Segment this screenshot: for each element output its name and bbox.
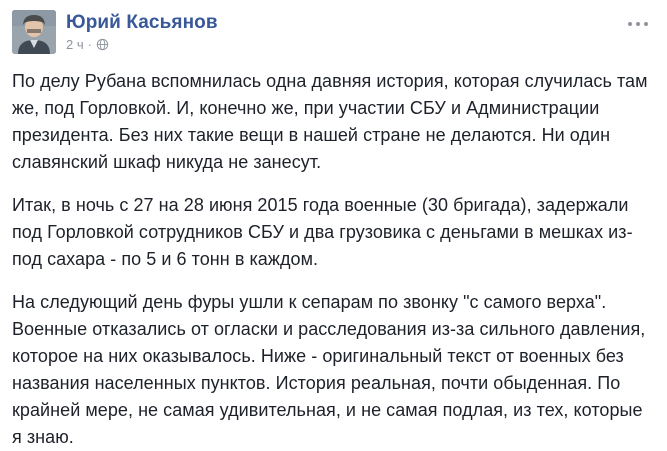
- post-paragraph: Итак, в ночь с 27 на 28 июня 2015 года военные (30 бригада), задержали под Горловкой сотрудников СБУ и два грузовика с деньгами в мешках из-под сахара - по 5 и 6 тонн в каждом.: [12, 195, 633, 269]
- avatar-image: [12, 10, 56, 54]
- menu-dot: [644, 22, 648, 26]
- more-options-icon[interactable]: [623, 14, 653, 34]
- post-body: [12, 68, 655, 451]
- post-author-block: [66, 10, 218, 52]
- post-header: [12, 10, 655, 62]
- post-meta: [66, 37, 218, 52]
- meta-separator: ·: [87, 37, 92, 52]
- post-timestamp[interactable]: 2 ч: [66, 37, 84, 52]
- menu-dot: [636, 22, 640, 26]
- avatar[interactable]: [12, 10, 56, 54]
- author-name[interactable]: Юрий Касьянов: [66, 12, 218, 33]
- post-paragraph: На следующий день фуры ушли к сепарам по звонку "с самого верха". Военные отказались от огласки и расследования из-за сильного давления, которое на них оказывалось. Ниже - оригинальный текст от военных без названия населенных пунктов. История реальная, почти обыденная. По крайней мере, не самая удивительная, и не самая подлая, из тех, которые я знаю.: [12, 292, 646, 447]
- menu-dot: [628, 22, 632, 26]
- post-paragraph: По делу Рубана вспомнилась одна давняя история, которая случилась там же, под Горловкой. И, конечно же, при участии СБУ и Администрации президента. Без них такие вещи в нашей стране не делаются. Ни один славянский шкаф никуда не занесут.: [12, 71, 648, 172]
- globe-icon[interactable]: [96, 38, 109, 51]
